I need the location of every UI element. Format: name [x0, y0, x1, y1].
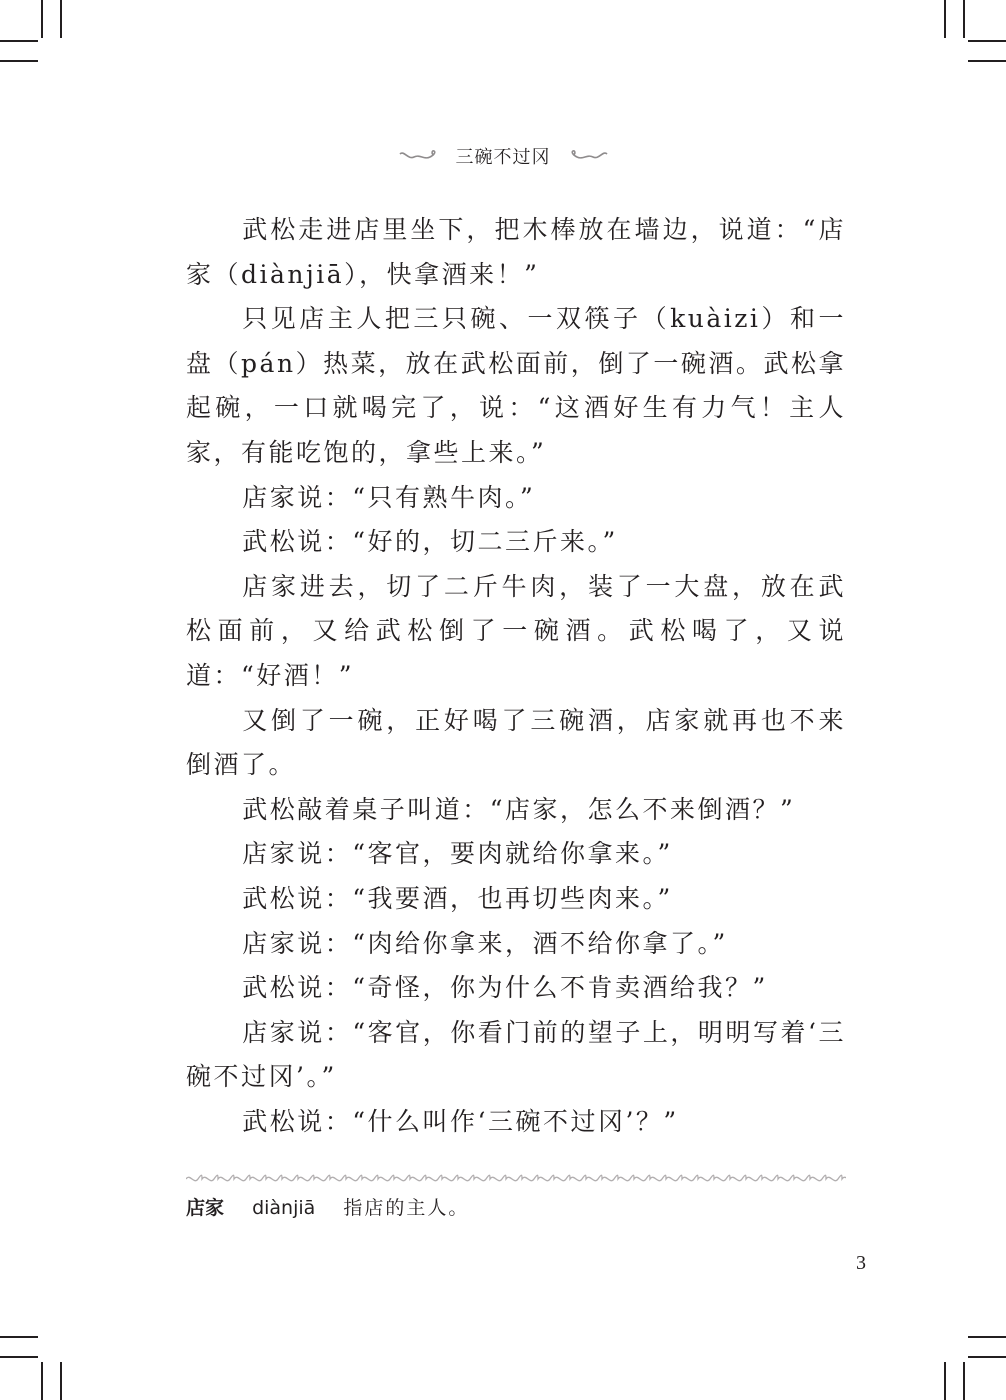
crop-mark-top-left-h1: [0, 40, 38, 42]
paragraph: 武松说：“我要酒，也再切些肉来。”: [242, 883, 673, 913]
crop-mark-bottom-left-h1: [0, 1336, 38, 1338]
paragraph: 武松说：“好的，切二三斤来。”: [242, 527, 618, 557]
crop-mark-top-left-v1: [41, 0, 43, 38]
paragraph: 店家说：“肉给你拿来，酒不给你拿了。”: [242, 928, 728, 958]
crop-mark-top-right-h2: [968, 60, 1006, 62]
crop-mark-bottom-right-v1: [944, 1362, 946, 1400]
page-number: 3: [856, 1252, 866, 1274]
crop-mark-bottom-left-v2: [60, 1362, 62, 1400]
crop-mark-bottom-right-v2: [963, 1362, 965, 1400]
right-swirl-ornament-icon: [567, 148, 609, 164]
crop-mark-bottom-right-h1: [968, 1336, 1006, 1338]
footnote-term: 店家: [186, 1197, 225, 1219]
paragraph: 武松说：“奇怪，你为什么不肯卖酒给我？”: [242, 973, 768, 1003]
paragraph: 又倒了一碗，正好喝了三碗酒，店家就再也不来倒酒了。: [186, 705, 846, 780]
story-text: [186, 208, 846, 1144]
paragraph: 武松敲着桌子叫道：“店家，怎么不来倒酒？”: [242, 794, 796, 824]
paragraph: 店家进去，切了二斤牛肉，装了一大盘，放在武松面前，又给武松倒了一碗酒。武松喝了，又说道：“好酒！”: [186, 571, 846, 690]
crop-mark-bottom-right-h2: [968, 1356, 1006, 1358]
paragraph: 武松走进店里坐下，把木棒放在墙边，说道：“店家（diànjiā），快拿酒来！”: [186, 215, 846, 289]
crop-mark-top-left-h2: [0, 60, 38, 62]
crop-mark-top-right-v1: [944, 0, 946, 38]
crop-mark-bottom-left-v1: [41, 1362, 43, 1400]
footnote-definition: 指店的主人。: [343, 1197, 470, 1219]
paragraph: 店家说：“客官，要肉就给你拿来。”: [242, 839, 673, 869]
footnote-pinyin: diànjiā: [252, 1197, 316, 1219]
crop-mark-top-left-v2: [60, 0, 62, 38]
paragraph: 武松说：“什么叫作‘三碗不过冈’？”: [242, 1106, 679, 1136]
crop-mark-top-right-h1: [968, 40, 1006, 42]
paragraph: 店家说：“客官，你看门前的望子上，明明写着‘三碗不过冈’。”: [186, 1017, 846, 1092]
paragraph: 只见店主人把三只碗、一双筷子（kuàizi）和一盘（pán）热菜，放在武松面前，倒了一碗酒。武松拿起碗，一口就喝完了，说：“这酒好生有力气！主人家，有能吃饱的，拿些上来。”: [186, 304, 846, 467]
crop-mark-bottom-left-h2: [0, 1356, 38, 1358]
paragraph: 店家说：“只有熟牛肉。”: [242, 482, 536, 512]
footnote: [186, 1194, 469, 1222]
chapter-title: 三碗不过冈: [455, 147, 551, 168]
crop-mark-top-right-v2: [963, 0, 965, 38]
left-swirl-ornament-icon: [398, 148, 440, 164]
wave-divider-ornament: [186, 1172, 846, 1186]
running-header: [0, 140, 1006, 172]
